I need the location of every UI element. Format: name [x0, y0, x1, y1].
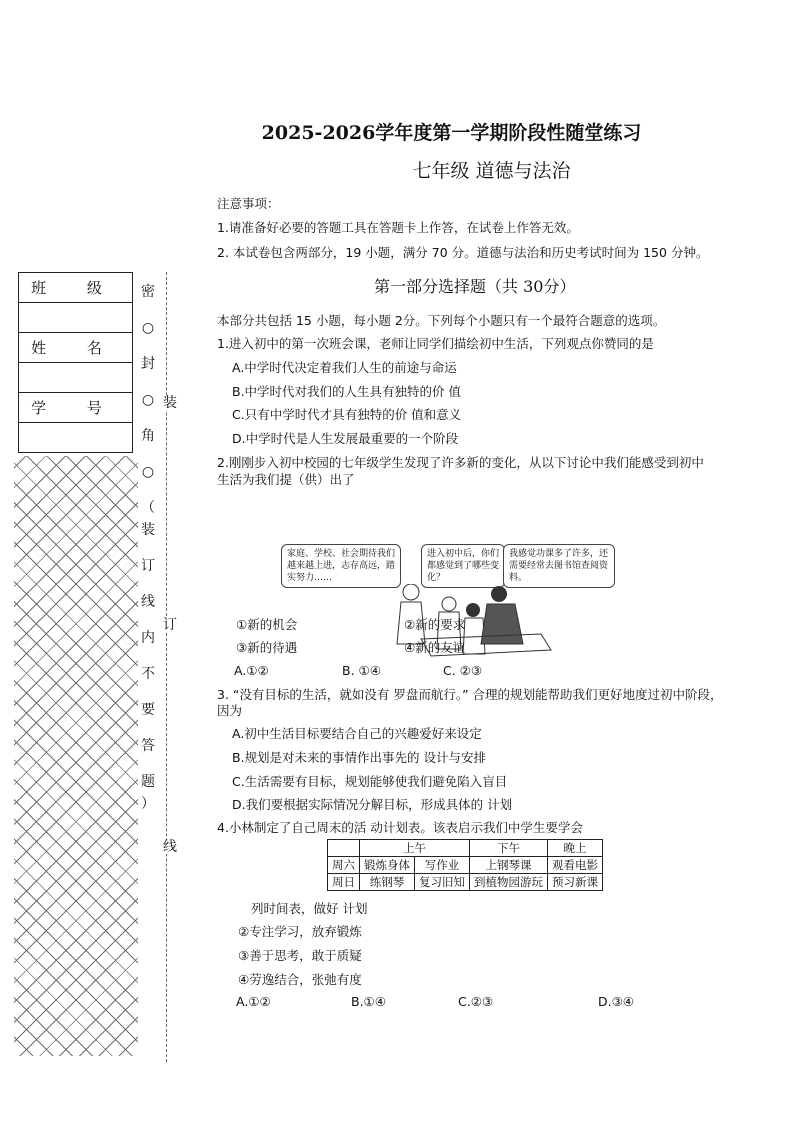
q3-stem: 3. “没有目标的生活，就如没有 罗盘而航行。” 合理的规划能帮助我们更好地度过初中阶段，	[217, 687, 723, 702]
weekend-schedule-table	[327, 839, 603, 891]
q1-option-c: C.只有中学时代才具有独特的价 值和意义	[232, 407, 462, 422]
name-label: 姓 名	[19, 333, 132, 363]
binding-mark-2: 订	[163, 617, 177, 633]
section-intro: 本部分共包括 15 小题，每小题 2分。下列每个小题只有一个最符合题意的选项。	[217, 313, 666, 328]
q3-stem-2: 因为	[217, 703, 243, 718]
seal-vertical-text: 密 ○ 封 ○ 角 ○ （ 装 订 线 内 不 要 答 题 ）	[141, 284, 155, 812]
q4-item-2: ②专注学习，放弃锻炼	[238, 924, 362, 939]
note-item: 2. 本试卷包含两部分，19 小题，满分 70 分。道德与法治和历史考试时间为 150 分钟。	[217, 245, 709, 260]
q2-stem-2: 生活为我们提（供）出了	[217, 472, 355, 487]
table-row: 周六 锻炼身体 写作业 上钢琴课 观看电影	[328, 857, 603, 874]
id-field[interactable]	[19, 423, 132, 452]
q1-option-b: B.中学时代对我们的人生具有独特的价 值	[232, 384, 462, 399]
q4-item-3: ③善于思考，敢于质疑	[238, 948, 362, 963]
q1-option-a: A.中学时代决定着我们人生的前途与命运	[232, 360, 457, 375]
q2-item-2: ②新的要求	[404, 617, 466, 632]
q2-item-3: ③新的待遇	[236, 640, 298, 655]
binding-mark-3: 线	[163, 839, 177, 855]
q4-option-a: A.①②	[236, 994, 271, 1009]
section-heading: 第一部分选择题（共 30分）	[374, 277, 576, 296]
q3-option-b: B.规划是对未来的事情作出事先的 设计与安排	[232, 750, 487, 765]
q3-option-a: A.初中生活目标要结合自己的兴趣爱好来设定	[232, 726, 482, 741]
q4-option-b: B.①④	[351, 994, 386, 1009]
speech-bubble: 我感觉功课多了许多，还需要经常去图书馆查阅资料。	[503, 544, 615, 588]
table-row: 周日 练钢琴 复习旧知 到植物园游玩 预习新课	[328, 874, 603, 891]
speech-bubble: 进入初中后，你们都感觉到了哪些变化？	[421, 544, 505, 588]
class-label: 班 级	[19, 273, 132, 303]
q2-stem: 2.刚刚步入初中校园的七年级学生发现了许多新的变化，从以下讨论中我们能感受到初中	[217, 455, 704, 470]
q4-option-d: D.③④	[598, 994, 635, 1009]
q2-option-c: C. ②③	[443, 663, 483, 678]
q4-stem: 4.小林制定了自己周末的活 动计划表。该表启示我们中学生要学会	[217, 820, 583, 835]
q2-option-b: B. ①④	[342, 663, 381, 678]
q1-option-d: D.中学时代是人生发展最重要的一个阶段	[232, 431, 459, 446]
binding-mark-1: 装	[163, 395, 177, 411]
q3-option-c: C.生活需要有目标，规划能够使我们避免陷入盲目	[232, 774, 508, 789]
name-field[interactable]	[19, 363, 132, 393]
q4-item-1: 列时间表，做好 计划	[251, 901, 368, 916]
q4-option-c: C.②③	[458, 994, 494, 1009]
q2-option-a: A.①②	[234, 663, 269, 678]
q1-stem: 1.进入初中的第一次班会课，老师让同学们描绘初中生活，下列观点你赞同的是	[217, 336, 654, 351]
q2-item-4: ④新的友谊	[404, 640, 466, 655]
security-pattern	[14, 456, 138, 1056]
student-info-box	[18, 272, 133, 453]
q2-item-1: ①新的机会	[236, 617, 298, 632]
q3-option-d: D.我们要根据实际情况分解目标，形成具体的 计划	[232, 797, 513, 812]
id-label: 学 号	[19, 393, 132, 423]
class-field[interactable]	[19, 303, 132, 333]
note-item: 1.请准备好必要的答题工具在答题卡上作答，在试卷上作答无效。	[217, 220, 579, 235]
exam-subtitle: 七年级 道德与法治	[412, 160, 571, 182]
q4-item-4: ④劳逸结合，张弛有度	[238, 972, 362, 987]
speech-bubble: 家庭、学校、社会期待我们越来越上进，志存高远，踏实努力……	[281, 544, 401, 588]
notes-heading: 注意事项：	[217, 196, 280, 211]
table-row: 上午 下午 晚上	[328, 840, 603, 857]
exam-title: 2025-2026学年度第一学期阶段性随堂练习	[261, 122, 642, 144]
binding-dashed-line	[166, 272, 167, 1062]
